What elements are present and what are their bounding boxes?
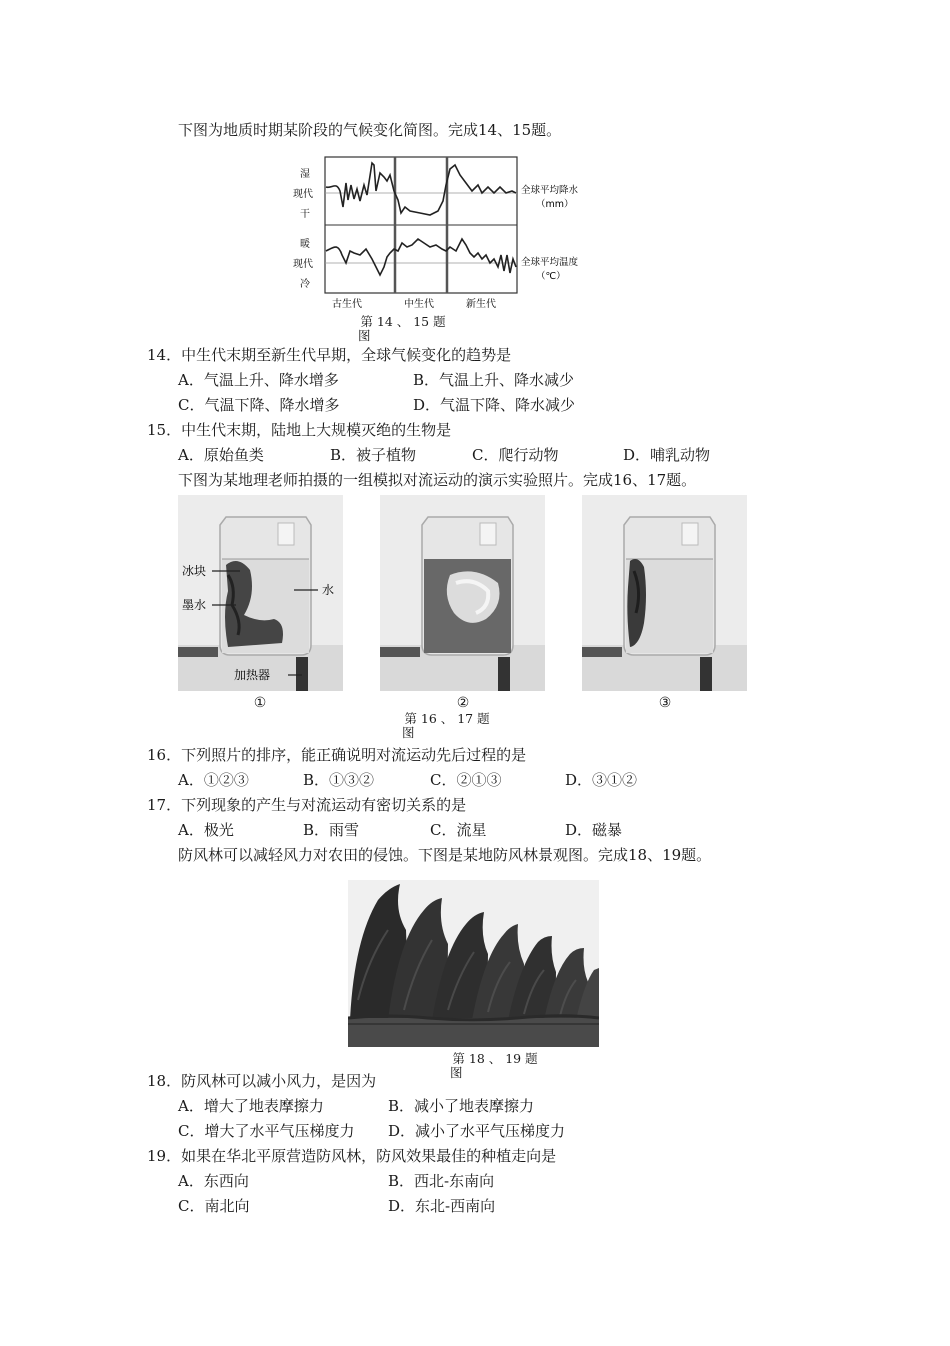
convection-photo-3 (582, 495, 747, 691)
q19-option-c[interactable]: C．南北向 (178, 1197, 250, 1215)
intro-14-15: 下图为地质时期某阶段的气候变化简图。完成14、15题。 (178, 121, 562, 139)
convection-photo-2 (380, 495, 545, 691)
era-mesozoic: 中生代 (404, 299, 434, 310)
q18-stem: 18．防风林可以减小风力，是因为 (147, 1072, 377, 1090)
q14-option-c[interactable]: C．气温下降、降水增多 (178, 396, 340, 414)
q15-option-b[interactable]: B．被子植物 (330, 446, 417, 464)
caption-18-19-line2: 图 (450, 1065, 463, 1080)
intro-18-19: 防风林可以减轻风力对农田的侵蚀。下图是某地防风林景观图。完成18、19题。 (178, 846, 712, 864)
q16-option-a[interactable]: A．①②③ (178, 771, 249, 789)
q15-stem: 15．中生代末期，陆地上大规模灭绝的生物是 (147, 421, 452, 439)
q15-option-d[interactable]: D．哺乳动物 (623, 446, 711, 464)
caption-16-17 (392, 712, 502, 740)
photo-number-1: ① (253, 695, 267, 711)
q17-stem: 17．下列现象的产生与对流运动有密切关系的是 (147, 796, 467, 814)
caption-14-15-line1: 第 14 、 15 题 (360, 314, 446, 329)
label-cold: 冷 (300, 279, 310, 290)
temp-curve (326, 239, 516, 275)
q18-option-d[interactable]: D．减小了水平气压梯度力 (388, 1122, 566, 1140)
q18-option-a[interactable]: A．增大了地表摩擦力 (178, 1097, 324, 1115)
precip-curve (326, 163, 516, 215)
label-modern-top: 现代 (293, 189, 313, 200)
q14-option-a[interactable]: A．气温上升、降水增多 (178, 371, 339, 389)
intro-16-17: 下图为某地理老师拍摄的一组模拟对流运动的演示实验照片。完成16、17题。 (178, 471, 697, 489)
q16-option-d[interactable]: D．③①② (565, 771, 638, 789)
q18-option-b[interactable]: B．减小了地表摩擦力 (388, 1097, 535, 1115)
caption-14-15-line2: 图 (358, 328, 371, 343)
caption-14-15 (348, 315, 458, 343)
label-heater: 加热器 (234, 668, 271, 682)
q19-stem: 19．如果在华北平原营造防风林，防风效果最佳的种植走向是 (147, 1147, 557, 1165)
label-ink: 墨水 (182, 598, 207, 612)
q14-option-b[interactable]: B．气温上升、降水减少 (413, 371, 575, 389)
q17-option-a[interactable]: A．极光 (178, 821, 234, 839)
q19-option-d[interactable]: D．东北-西南向 (388, 1197, 496, 1215)
q17-option-d[interactable]: D．磁暴 (565, 821, 623, 839)
temp-unit: （℃） (536, 271, 566, 282)
era-cenozoic: 新生代 (466, 299, 496, 310)
q16-stem: 16．下列照片的排序，能正确说明对流运动先后过程的是 (147, 746, 527, 764)
precip-unit: （mm） (536, 199, 574, 210)
label-modern-bottom: 现代 (293, 259, 313, 270)
q17-option-b[interactable]: B．雨雪 (303, 821, 360, 839)
era-paleozoic: 古生代 (332, 299, 362, 310)
q16-option-b[interactable]: B．①③② (303, 771, 375, 789)
caption-18-19-line1: 第 18 、 19 题 (452, 1051, 538, 1066)
label-dry: 干 (300, 209, 310, 220)
climate-change-chart (290, 155, 590, 315)
label-ice: 冰块 (182, 564, 207, 578)
photo-number-3: ③ (658, 695, 672, 711)
caption-18-19 (440, 1052, 550, 1080)
windbreak-forest-photo (348, 880, 599, 1047)
caption-16-17-line1: 第 16 、 17 题 (404, 711, 490, 726)
label-water: 水 (322, 583, 335, 597)
q19-option-b[interactable]: B．西北-东南向 (388, 1172, 495, 1190)
q15-option-a[interactable]: A．原始鱼类 (178, 446, 264, 464)
label-humid: 湿 (300, 169, 310, 180)
q14-stem: 14．中生代末期至新生代早期，全球气候变化的趋势是 (147, 346, 512, 364)
q17-option-c[interactable]: C．流星 (430, 821, 487, 839)
q15-option-c[interactable]: C．爬行动物 (472, 446, 559, 464)
photo-number-2: ② (456, 695, 470, 711)
convection-photo-1 (178, 495, 343, 691)
q16-option-c[interactable]: C．②①③ (430, 771, 502, 789)
q14-option-d[interactable]: D．气温下降、降水减少 (413, 396, 576, 414)
label-warm: 暖 (300, 239, 310, 250)
q18-option-c[interactable]: C．增大了水平气压梯度力 (178, 1122, 355, 1140)
temp-label: 全球平均温度 (521, 257, 579, 268)
q19-option-a[interactable]: A．东西向 (178, 1172, 249, 1190)
precip-label: 全球平均降水 (521, 185, 579, 196)
caption-16-17-line2: 图 (402, 725, 415, 740)
